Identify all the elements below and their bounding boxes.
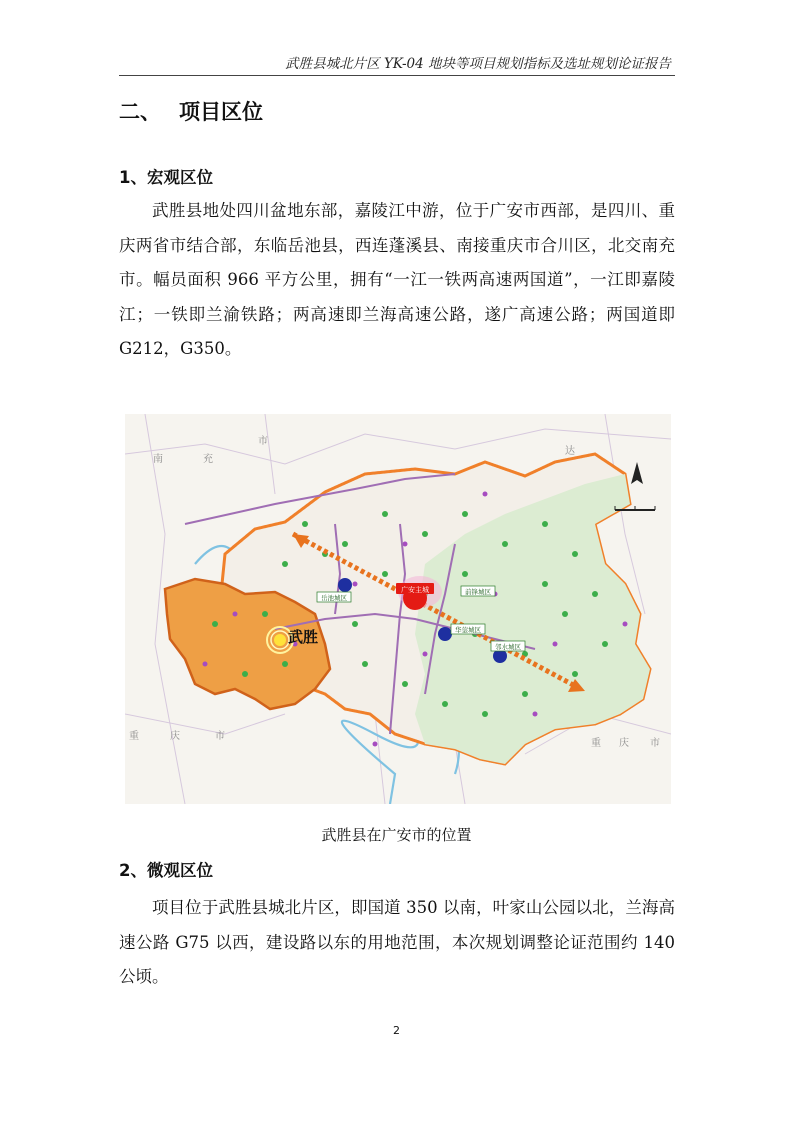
district-label-yuechi: 岳池城区	[321, 594, 347, 602]
region-label-chongqing-right-2: 庆	[619, 738, 629, 749]
region-label-chongqing-right-1: 重	[591, 738, 601, 749]
region-label-dazhou: 达	[565, 446, 575, 457]
header-rule	[119, 75, 675, 76]
wusheng-marker	[274, 634, 286, 646]
main-city-label: 广安主城	[401, 586, 429, 594]
micro-heading: 2、微观区位	[119, 861, 213, 880]
region-label-nanchong-2: 充	[203, 454, 213, 465]
yuechi-node	[338, 578, 352, 592]
region-label-chongqing-right-3: 市	[650, 738, 660, 749]
region-label-nanchong-1: 南	[153, 454, 163, 465]
district-label-qianfeng: 前锋城区	[465, 588, 491, 596]
wusheng-label: 武胜	[288, 628, 319, 646]
region-label-nanchong-3: 市	[258, 436, 268, 447]
macro-paragraph: 武胜县地处四川盆地东部，嘉陵江中游，位于广安市西部，是四川、重庆两省市结合部，东临岳池县，西连蓬溪县、南接重庆市合川区，北交南充市。幅员面积 966 平方公里，拥有“一江一铁两高速两国道”，一江即嘉陵江；一铁即兰渝铁路；两高速即兰海高速公路，遂广高速公路；两国道即 G212，G350。	[119, 201, 675, 358]
section-title: 项目区位	[179, 100, 263, 124]
running-header: 武胜县城北片区 YK-04 地块等项目规划指标及选址规划论证报告	[285, 56, 671, 72]
district-label-huaying: 华蓥城区	[455, 626, 481, 634]
location-map	[125, 414, 671, 804]
micro-paragraph: 项目位于武胜县城北片区，即国道 350 以南，叶家山公园以北，兰海高速公路 G75 以西，建设路以东的用地范围，本次规划调整论证范围约 140 公顷。	[119, 898, 675, 986]
section-heading	[119, 96, 263, 126]
district-label-linshui: 邻水城区	[495, 643, 521, 651]
section-number: 二、	[119, 100, 161, 124]
macro-heading: 1、宏观区位	[119, 168, 213, 187]
region-label-chongqing-left-2: 庆	[170, 731, 180, 742]
region-label-chongqing-left-3: 市	[215, 731, 225, 742]
page-number: 2	[393, 1024, 400, 1037]
location-map-svg	[125, 414, 671, 804]
huaying-node	[438, 627, 452, 641]
map-caption: 武胜县在广安市的位置	[321, 826, 472, 844]
region-label-chongqing-left-1: 重	[129, 731, 139, 742]
